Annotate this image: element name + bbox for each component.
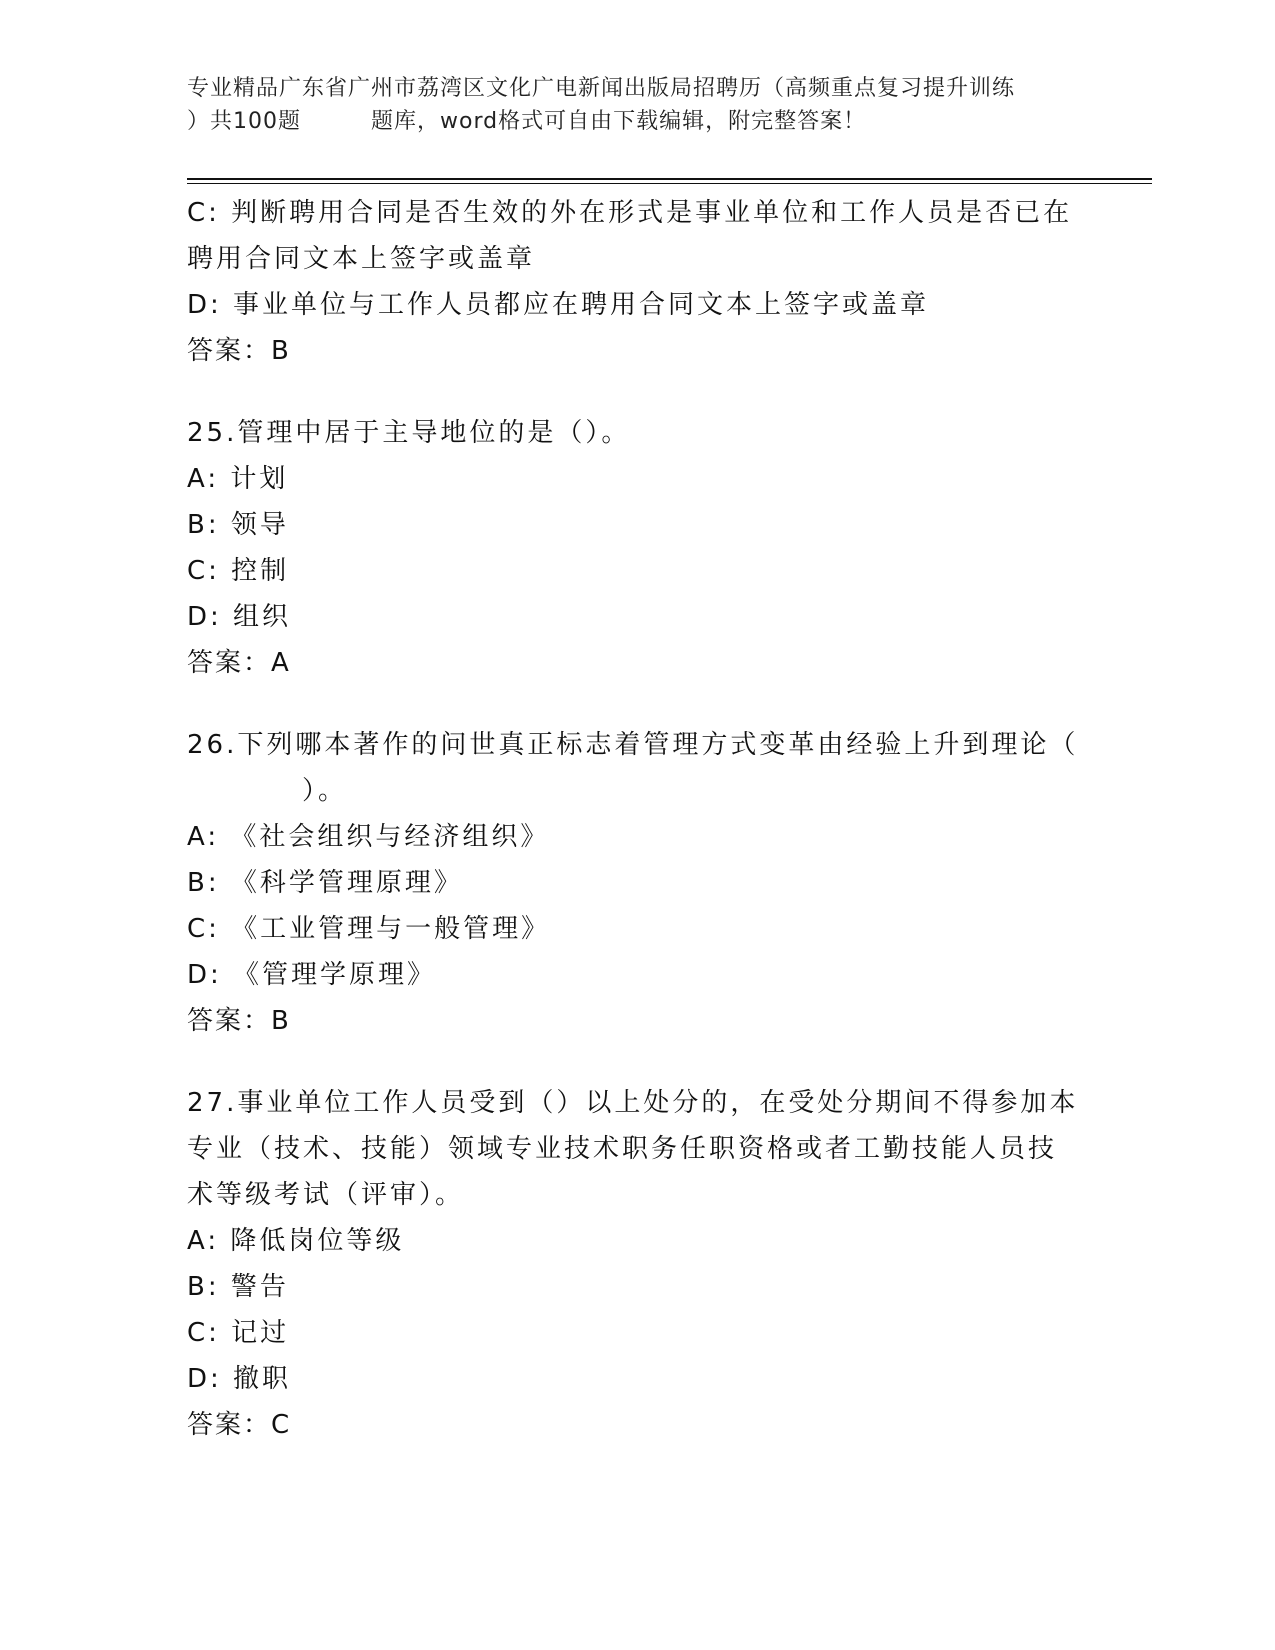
option-a: A: 降低岗位等级 [187, 1226, 405, 1256]
header-line-1: 专业精品广东省广州市荔湾区文化广电新闻出版局招聘历（高频重点复习提升训练 [187, 76, 1016, 101]
question-stem-continued: 术等级考试（评审）。 [187, 1180, 465, 1210]
option-d: D: 组织 [187, 602, 292, 632]
option-d: D: 《管理学原理》 [187, 960, 437, 990]
answer: 答案：A [187, 648, 291, 678]
question-stem-continued: ）。 [302, 776, 348, 806]
option-d: D: 事业单位与工作人员都应在聘用合同文本上签字或盖章 [187, 290, 930, 320]
answer: 答案：B [187, 1006, 291, 1036]
header-line-2 [187, 105, 1087, 138]
option-c: C: 控制 [187, 556, 290, 586]
option-b: B: 《科学管理原理》 [187, 868, 463, 898]
question-stem-continued: 专业（技术、技能）领域专业技术职务任职资格或者工勤技能人员技 [187, 1134, 1058, 1164]
header-line-2-part-a: ）共100题 [187, 109, 301, 134]
answer: 答案：C [187, 1410, 292, 1440]
document-header [187, 72, 1087, 138]
question-stem: 25.管理中居于主导地位的是（）。 [187, 418, 631, 448]
header-divider-thick [187, 178, 1152, 180]
question-24-continued [187, 190, 1087, 374]
question-stem: 27.事业单位工作人员受到（）以上处分的，在受处分期间不得参加本 [187, 1088, 1079, 1118]
option-a: A: 《社会组织与经济组织》 [187, 822, 550, 852]
option-a: A: 计划 [187, 464, 289, 494]
answer: 答案：B [187, 336, 291, 366]
option-c: C: 记过 [187, 1318, 290, 1348]
option-c-continued: 聘用合同文本上签字或盖章 [187, 244, 536, 274]
header-line-2-part-b: 题库，word格式可自由下载编辑，附完整答案！ [371, 109, 867, 134]
option-c: C: 判断聘用合同是否生效的外在形式是事业单位和工作人员是否已在 [187, 198, 1073, 228]
question-stem: 26.下列哪本著作的问世真正标志着管理方式变革由经验上升到理论（ [187, 730, 1079, 760]
option-c: C: 《工业管理与一般管理》 [187, 914, 551, 944]
question-25 [187, 410, 1087, 686]
question-26 [187, 722, 1087, 1044]
option-b: B: 警告 [187, 1272, 289, 1302]
question-27 [187, 1080, 1087, 1448]
document-body [187, 190, 1087, 1448]
option-d: D: 撤职 [187, 1364, 292, 1394]
header-divider-thin [187, 183, 1152, 184]
option-b: B: 领导 [187, 510, 289, 540]
